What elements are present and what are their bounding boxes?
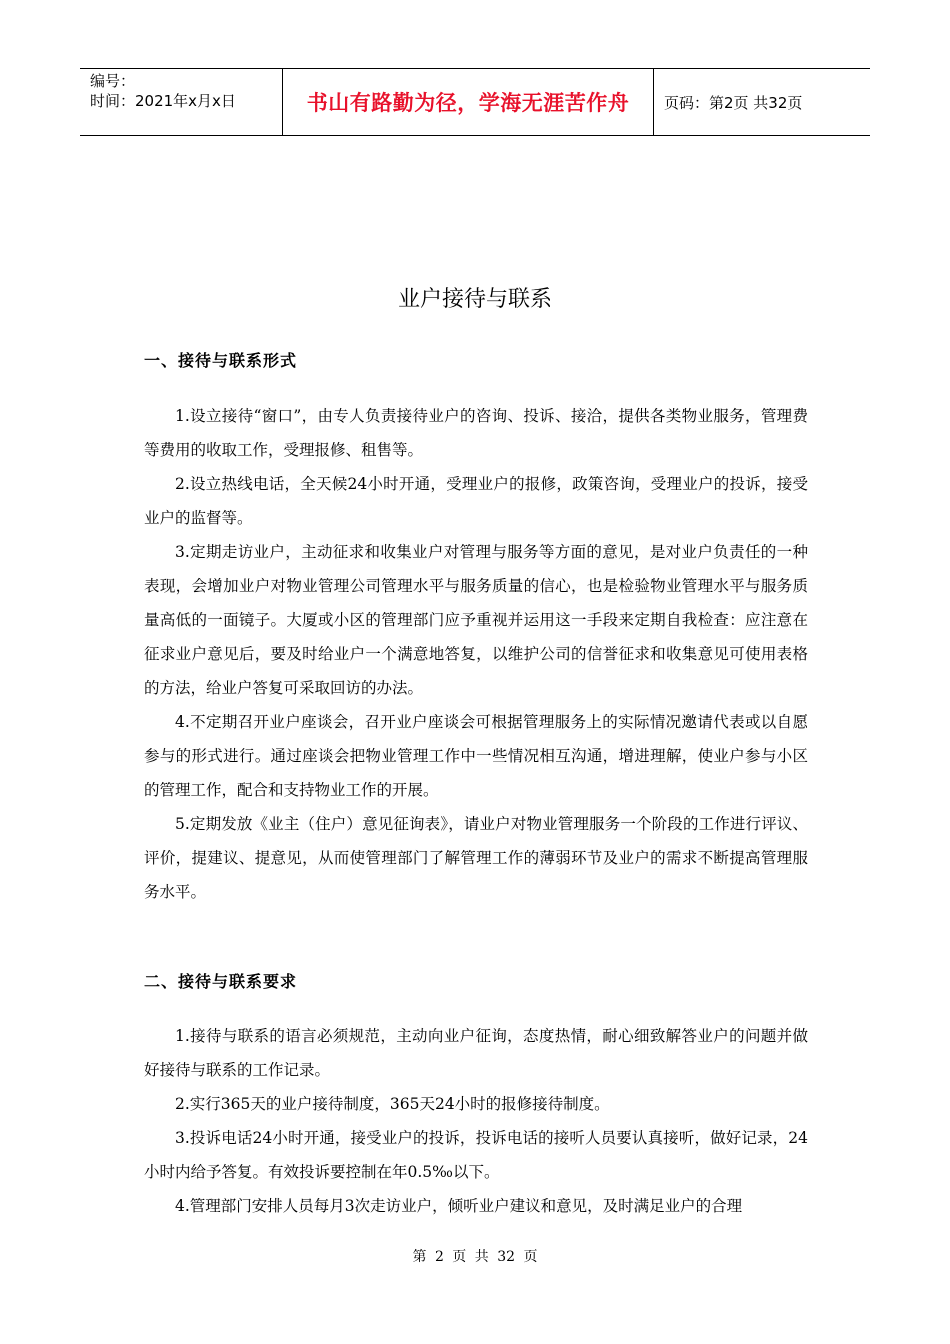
paragraph: 1.接待与联系的语言必须规范，主动向业户征询，态度热情，耐心细致解答业户的问题并做好接待与联系的工作记录。 xyxy=(144,1027,808,1079)
paragraph: 5.定期发放《业主（住户）意见征询表》，请业户对物业管理服务一个阶段的工作进行评议、评价，提建议、提意见，从而使管理部门了解管理工作的薄弱环节及业户的需求不断提高管理服务水平。 xyxy=(144,815,808,901)
paragraph: 2.设立热线电话，全天候24小时开通，受理业户的报修，政策咨询，受理业户的投诉，接受业户的监督等。 xyxy=(144,475,808,527)
paragraph: 3.投诉电话24小时开通，接受业户的投诉，投诉电话的接听人员要认真接听，做好记录，24小时内给予答复。有效投诉要控制在年0.5‰以下。 xyxy=(144,1129,808,1181)
paragraph: 1.设立接待“窗口”，由专人负责接待业户的咨询、投诉、接洽，提供各类物业服务，管理费等费用的收取工作，受理报修、租售等。 xyxy=(144,407,808,459)
header-motto: 书山有路勤为径，学海无涯苦作舟 xyxy=(306,91,630,115)
page-footer: 第 2 页 共 32 页 xyxy=(412,1249,538,1265)
document-number-label: 编号： xyxy=(90,72,136,90)
header-motto-cell xyxy=(282,69,654,135)
section-2-body xyxy=(144,1019,808,1223)
paragraph: 3.定期走访业户，主动征求和收集业户对管理与服务等方面的意见，是对业户负责任的一种表现，会增加业户对物业管理公司管理水平与服务质量的信心，也是检验物业管理水平与服务质量高低的一面镜子。大厦或小区的管理部门应予重视并运用这一手段来定期自我检查：应注意在征求业户意见后，要及时给业户一个满意地答复，以维护公司的信誉征求和收集意见可使用表格的方法，给业户答复可采取回访的办法。 xyxy=(144,543,808,697)
document-time-label: 时间：2021年x月x日 xyxy=(90,92,236,110)
section-heading-2: 二、接待与联系要求 xyxy=(144,972,298,991)
document-title: 业户接待与联系 xyxy=(397,287,552,312)
header-meta xyxy=(80,69,282,135)
paragraph: 2.实行365天的业户接待制度，365天24小时的报修接待制度。 xyxy=(175,1095,610,1113)
paragraph: 4.管理部门安排人员每月3次走访业户，倾听业户建议和意见，及时满足业户的合理 xyxy=(175,1197,743,1215)
header-page-info: 页码：第2页 共32页 xyxy=(664,93,803,112)
page-header xyxy=(80,68,870,136)
section-1-body xyxy=(144,399,808,909)
paragraph: 4.不定期召开业户座谈会，召开业户座谈会可根据管理服务上的实际情况邀请代表或以自愿参与的形式进行。通过座谈会把物业管理工作中一些情况相互沟通，增进理解，使业户参与小区的管理工作，配合和支持物业工作的开展。 xyxy=(144,713,808,799)
section-heading-1: 一、接待与联系形式 xyxy=(144,351,298,370)
